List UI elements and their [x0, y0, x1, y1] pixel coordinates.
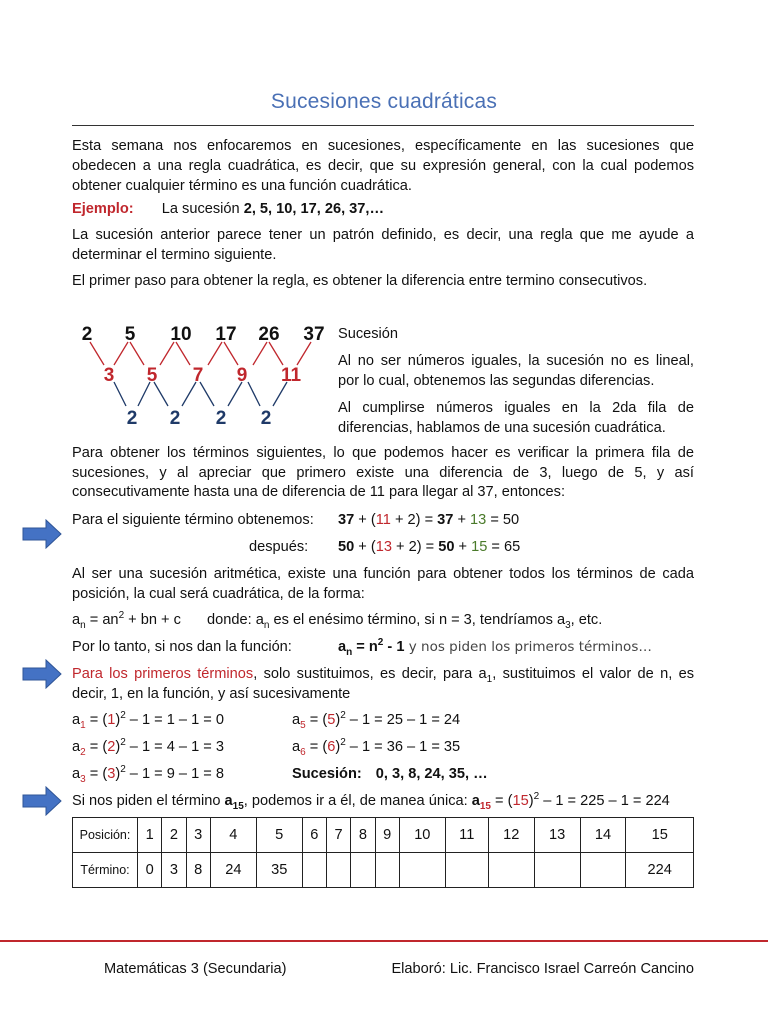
table-cell: 4: [210, 818, 256, 853]
term: 5: [124, 324, 136, 345]
table-cell: [534, 853, 580, 888]
table-cell: 5: [256, 818, 302, 853]
calc-index: 6: [300, 746, 306, 758]
calc-n: 2: [107, 739, 116, 755]
table-row: [73, 853, 694, 888]
footer-author: Elaboró: Lic. Francisco Israel Carreón Cancino: [391, 961, 694, 977]
arrow-right-icon: [22, 786, 62, 816]
formula-part: 3: [565, 619, 571, 631]
text: – 1 = 225 – 1 = 224: [539, 793, 670, 809]
text: 15: [512, 793, 529, 809]
table-cell: [580, 853, 626, 888]
calc-value: 11: [375, 512, 391, 528]
line: [90, 342, 104, 365]
table-cell: [351, 853, 375, 888]
second-diff: 2: [169, 408, 181, 429]
line: [130, 342, 144, 365]
calc-value: 50: [502, 512, 520, 528]
function-definition: [338, 637, 652, 657]
calc-rest: – 1 = 9 – 1 = 8: [125, 766, 224, 782]
text: 1: [486, 673, 493, 685]
term: 26: [258, 324, 280, 345]
text: Si nos piden el término: [72, 793, 225, 809]
first-diff: 7: [192, 365, 204, 386]
next-term-calc-1: 37 + (11 + 2) = 37 + 13 = 50: [338, 512, 520, 528]
formula-part: = an: [85, 612, 119, 628]
term: 37: [303, 324, 325, 345]
table-cell: 8: [351, 818, 375, 853]
arrow-right-icon: [22, 519, 62, 549]
calc-rest: – 1 = 36 – 1 = 35: [345, 739, 461, 755]
table-cell: 6: [302, 818, 326, 853]
sequence-label: Sucesión: [338, 326, 399, 342]
formula-part: , etc.: [570, 612, 603, 628]
calc-a5: $a_5 = (5)^2 - 1 = 25 - 1 = 24$: [292, 710, 461, 731]
text: 15: [479, 800, 491, 812]
paragraph-pattern: La sucesión anterior parece tener un patrón definido, es decir, una regla que me ayude a determinar el termino siguiente.: [72, 227, 694, 263]
side-paragraph-2: Al cumplirse números iguales en la 2da fila de diferencias, hablamos de una sucesión cuadrática.: [338, 400, 694, 436]
highlight-text: Para los primeros términos: [72, 666, 254, 682]
second-diff: 2: [215, 408, 227, 429]
formula-part: n: [263, 619, 270, 631]
table-cell: [399, 853, 445, 888]
footer-rule: [0, 940, 768, 942]
differences-diagram: [70, 318, 332, 436]
calc-value: 65: [503, 539, 521, 555]
formula-part: donde: a: [207, 612, 264, 628]
footer-subject: Matemáticas 3 (Secundaria): [104, 961, 287, 977]
function-pre: Por lo tanto, si nos dan la función:: [72, 639, 292, 655]
formula-part: a: [72, 612, 81, 628]
arrow-right-icon: [22, 659, 62, 689]
calc-value: 13: [375, 539, 392, 555]
general-formula: [72, 610, 602, 630]
calc-n: 6: [327, 739, 336, 755]
terms-table: [72, 817, 694, 888]
first-diff: 5: [146, 365, 158, 386]
row-label-term: Término:: [73, 853, 138, 888]
calc-a6: $a_6 = (6)^2 - 1 = 36 - 1 = 35$: [292, 737, 461, 758]
first-differences: [104, 365, 302, 386]
line: [114, 382, 126, 406]
second-diff: 2: [126, 408, 138, 429]
side-paragraph-1: Al no ser números iguales, la sucesión no es lineal, por lo cual, obtenemos las segundas diferencias.: [338, 353, 694, 389]
calc-rest: – 1 = 4 – 1 = 3: [125, 739, 224, 755]
term: 17: [215, 324, 237, 345]
func-part: y nos piden los primeros términos…: [404, 639, 652, 655]
text: = (: [490, 793, 513, 809]
sequence-terms: [82, 324, 325, 345]
calc-index: 5: [300, 719, 306, 731]
line: [297, 342, 311, 365]
calc-value: 13: [470, 512, 487, 528]
calc-value: 50: [438, 539, 455, 555]
line: [114, 342, 128, 365]
line: [176, 342, 190, 365]
table-cell: 3: [186, 818, 210, 853]
calc-n: 5: [327, 712, 336, 728]
example-sequence: 2, 5, 10, 17, 26, 37,…: [243, 201, 385, 217]
calc-a1: $a_1 = (1)^2 - 1 = 1 - 1 = 0$: [72, 710, 224, 731]
next-term-calc-2: 50 + (13 + 2) = 50 + 15 = 65: [338, 539, 521, 555]
calc-value: 2: [408, 539, 417, 555]
text: , podemos ir a él, de manea única:: [243, 793, 472, 809]
paragraph-next-terms: Para obtener los términos siguientes, lo que podemos hacer es verificar la primera fila de sucesiones, y al apreciar que primero existe una diferencia de 3, luego de 5, y así consecutivamente hasta una de diferencia de 11 para llegar al 37, entonces:: [72, 445, 694, 500]
calc-a3: $a_3 = (3)^2 - 1 = 9 - 1 = 8$: [72, 764, 224, 785]
table-cell: 12: [488, 818, 534, 853]
second-differences: [127, 408, 272, 429]
calc-value: 37: [437, 512, 454, 528]
table-cell: 11: [445, 818, 488, 853]
table-cell: 1: [138, 818, 162, 853]
func-part: n: [346, 646, 353, 658]
calc-value: 50: [338, 539, 355, 555]
formula-part: n: [80, 619, 86, 631]
title-rule: [72, 125, 694, 126]
calc-a2: $a_2 = (2)^2 - 1 = 4 - 1 = 3$: [72, 737, 224, 758]
sequence-result-label: Sucesión:: [292, 766, 362, 782]
sequence-result-values: 0, 3, 8, 24, 35, …: [375, 766, 488, 782]
formula-part: 2: [118, 610, 125, 622]
line: [269, 342, 283, 365]
paragraph-first-terms: [72, 664, 694, 704]
first-diff-lines: [90, 342, 311, 365]
line: [253, 342, 267, 365]
table-cell: 8: [186, 853, 210, 888]
func-part: 2: [377, 637, 384, 649]
calc-index: 1: [80, 719, 86, 731]
table-cell: [375, 853, 399, 888]
line: [160, 342, 174, 365]
intro-paragraph: Esta semana nos enfocaremos en sucesiones, específicamente en las sucesiones que obedecen a una regla cuadrática, es decir, que su expresión general, con la cual podemos obtener cualquier término es una función cuadrática.: [72, 138, 694, 194]
term: 2: [81, 324, 93, 345]
row-label-position: Posición:: [73, 818, 138, 853]
paragraph-first-step: El primer paso para obtener la regla, es obtener la diferencia entre termino consecutivos.: [72, 273, 648, 289]
text: a: [471, 793, 480, 809]
paragraph-function: Al ser una sucesión aritmética, existe una función para obtener todos los términos de cada posición, la cual será cuadrática, de la forma:: [72, 566, 694, 602]
example-text: La sucesión: [161, 201, 244, 217]
calc-value: 37: [338, 512, 355, 528]
calc-rest: – 1 = 25 – 1 = 24: [345, 712, 461, 728]
table-cell: 13: [534, 818, 580, 853]
calc-rest: – 1 = 1 – 1 = 0: [125, 712, 224, 728]
example-label: Ejemplo:: [72, 201, 134, 217]
line: [248, 382, 260, 406]
table-cell: [445, 853, 488, 888]
text: , solo sustituimos, es decir, para a: [253, 666, 487, 682]
table-cell: 24: [210, 853, 256, 888]
line: [208, 342, 222, 365]
table-cell: [302, 853, 326, 888]
next-term-label: Para el siguiente término obtenemos:: [72, 512, 314, 528]
calc-index: 3: [80, 773, 86, 785]
table-cell: 9: [375, 818, 399, 853]
example-line: [72, 199, 694, 219]
table-cell: 7: [326, 818, 350, 853]
line: [224, 342, 238, 365]
table-cell: [326, 853, 350, 888]
table-cell: 15: [626, 818, 694, 853]
table-cell: 2: [162, 818, 186, 853]
func-part: a: [338, 639, 347, 655]
sequence-result: [292, 764, 488, 784]
table-cell: 10: [399, 818, 445, 853]
calc-n: 1: [107, 712, 116, 728]
formula-part: + bn + c: [124, 612, 181, 628]
table-cell: 35: [256, 853, 302, 888]
table-row: [73, 818, 694, 853]
text: a: [224, 793, 233, 809]
table-cell: 0: [138, 853, 162, 888]
then-label: después:: [249, 539, 309, 555]
first-diff: 11: [280, 365, 302, 386]
page-title: Sucesiones cuadráticas: [270, 90, 498, 113]
first-diff: 3: [103, 365, 115, 386]
formula-part: es el enésimo término, si n = 3, tendríamos a: [269, 612, 566, 628]
table-cell: 14: [580, 818, 626, 853]
calc-value: 2: [407, 512, 416, 528]
term: 10: [170, 324, 192, 345]
func-part: = n: [352, 639, 378, 655]
table-cell: 3: [162, 853, 186, 888]
second-diff: 2: [260, 408, 272, 429]
table-cell: 224: [626, 853, 694, 888]
table-cell: [488, 853, 534, 888]
calc-n: 3: [107, 766, 116, 782]
text: 15: [232, 800, 244, 812]
a15-line: Si nos piden el término $a_{15}$, podemos ir a él, de manea única: $a_{15} = (15)^2 - 1 = 225 - 1 = 224$: [72, 791, 670, 812]
func-part: - 1: [383, 639, 405, 655]
calc-index: 2: [80, 746, 86, 758]
first-diff: 9: [236, 365, 248, 386]
calc-value: 15: [471, 539, 488, 555]
text: , sustituimos el valor de n, es decir, 1, en la función, y así sucesivamente: [72, 666, 694, 702]
